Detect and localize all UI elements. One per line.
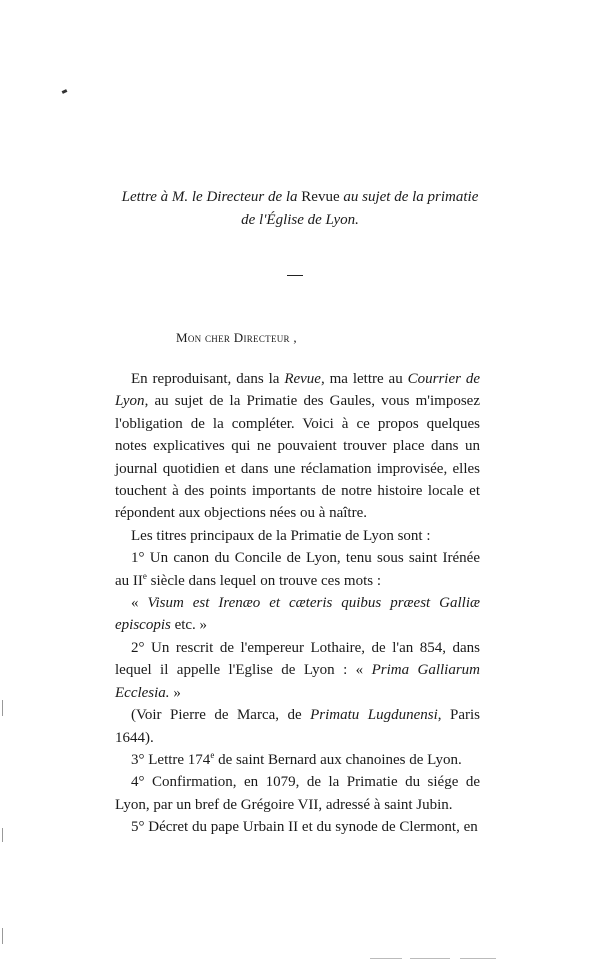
paragraph: 2° Un rescrit de l'empereur Lothaire, de l'an 854, dans lequel il appelle l'Eglise de Lyon : « Prima Galliarum Ecclesia. »	[115, 639, 480, 701]
salutation: Mon cher Directeur ,	[176, 330, 297, 345]
paragraph: En reproduisant, dans la Revue, ma lettre au Courrier de Lyon, au sujet de la Primatie des Gaules, vous m'imposez l'obligation de la compléter. Voici à ce propos quelques notes explicatives qui ne pouvaient trouver place dans un journal quotidien et dans une réclamation improvisée, elles touchent à des points importants de notre histoire locale et répondent aux objections nées ou à naître.	[115, 371, 481, 522]
paragraph: « Visum est Irenæo et cæteris quibus præest Galliæ episcopis etc. »	[115, 595, 480, 634]
letter-body	[115, 368, 480, 839]
title-part-3: au sujet de la primatie	[339, 189, 479, 205]
section-divider	[287, 275, 303, 276]
paragraph: (Voir Pierre de Marca, de Primatu Lugdunensi, Paris 1644).	[115, 707, 480, 746]
paragraph: 4° Confirmation, en 1079, de la Primatie du siége de Lyon, par un bref de Grégoire VII, adressé à saint Jubin.	[115, 774, 480, 813]
paragraph: 1° Un canon du Concile de Lyon, tenu sous saint Irénée au IIe siècle dans lequel on trouve ces mots :	[115, 550, 480, 589]
page-edge-mark	[2, 828, 3, 842]
paragraph: Les titres principaux de la Primatie de Lyon sont :	[131, 527, 431, 544]
letter-title	[110, 186, 490, 232]
footer-rule	[460, 958, 496, 959]
ink-mark	[62, 89, 68, 94]
title-part-1: Lettre à M. le Directeur de la	[121, 189, 302, 205]
title-line-2: de l'Église de Lyon.	[241, 212, 359, 228]
page-edge-mark	[2, 928, 3, 944]
footer-rule	[370, 958, 402, 959]
footer-rule	[410, 958, 450, 959]
page-edge-mark	[2, 700, 3, 716]
paragraph: 5° Décret du pape Urbain II et du synode de Clermont, en	[131, 819, 478, 836]
title-part-2: Revue	[301, 189, 340, 205]
paragraph: 3° Lettre 174e de saint Bernard aux chanoines de Lyon.	[131, 749, 462, 768]
